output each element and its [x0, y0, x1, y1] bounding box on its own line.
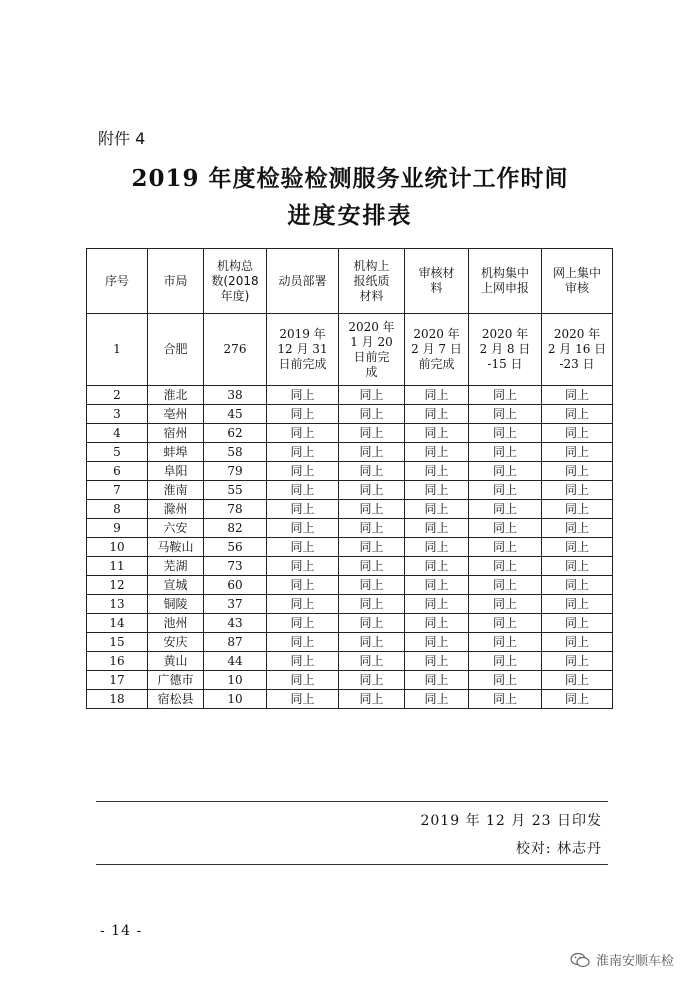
same-as-above-cell: 同上 — [267, 462, 339, 481]
same-as-above-cell: 同上 — [405, 386, 469, 405]
footer-divider-top — [96, 801, 608, 802]
same-as-above-cell: 同上 — [405, 652, 469, 671]
index-cell: 16 — [87, 652, 148, 671]
cell-line: 2 月 8 日 — [479, 342, 531, 356]
index-cell: 5 — [87, 443, 148, 462]
same-as-above-cell: 同上 — [339, 652, 405, 671]
same-as-above-cell: 同上 — [339, 405, 405, 424]
same-as-above-cell: 同上 — [339, 614, 405, 633]
table-row — [87, 462, 613, 481]
footer-divider-bottom — [96, 864, 608, 865]
city-cell: 黄山 — [148, 652, 204, 671]
count-cell: 73 — [204, 557, 267, 576]
city-cell: 宣城 — [148, 576, 204, 595]
same-as-above-cell: 同上 — [405, 690, 469, 709]
same-as-above-cell: 同上 — [405, 633, 469, 652]
table-row — [87, 690, 613, 709]
header-count — [204, 249, 267, 314]
same-as-above-cell: 同上 — [405, 462, 469, 481]
same-as-above-cell: 同上 — [542, 690, 613, 709]
table-row — [87, 671, 613, 690]
header-review-material — [405, 249, 469, 314]
same-as-above-cell: 同上 — [267, 595, 339, 614]
city-cell: 合肥 — [148, 314, 204, 386]
header-line: 审核 — [564, 281, 589, 295]
cell-line: 日前完成 — [278, 357, 327, 371]
same-as-above-cell: 同上 — [542, 500, 613, 519]
same-as-above-cell: 同上 — [339, 443, 405, 462]
same-as-above-cell: 同上 — [469, 500, 542, 519]
same-as-above-cell: 同上 — [469, 443, 542, 462]
same-as-above-cell: 同上 — [339, 500, 405, 519]
same-as-above-cell: 同上 — [405, 405, 469, 424]
city-cell: 马鞍山 — [148, 538, 204, 557]
same-as-above-cell: 同上 — [267, 386, 339, 405]
table-row — [87, 595, 613, 614]
same-as-above-cell: 同上 — [339, 671, 405, 690]
attachment-label: 附件 4 — [98, 129, 146, 148]
count-cell: 60 — [204, 576, 267, 595]
cell-line: -15 日 — [487, 357, 523, 371]
table-row — [87, 538, 613, 557]
city-cell: 六安 — [148, 519, 204, 538]
same-as-above-cell: 同上 — [339, 595, 405, 614]
count-cell: 56 — [204, 538, 267, 557]
header-online-declare — [469, 249, 542, 314]
header-line: 机构集中 — [480, 266, 529, 280]
index-cell: 1 — [87, 314, 148, 386]
same-as-above-cell: 同上 — [469, 576, 542, 595]
same-as-above-cell: 同上 — [339, 386, 405, 405]
count-cell: 87 — [204, 633, 267, 652]
header-line: 数(2018 — [211, 273, 259, 288]
submit-paper-cell — [339, 314, 405, 386]
count-cell: 43 — [204, 614, 267, 633]
city-cell: 滁州 — [148, 500, 204, 519]
table-row — [87, 443, 613, 462]
same-as-above-cell: 同上 — [542, 481, 613, 500]
table-row — [87, 405, 613, 424]
online-review-cell — [542, 314, 613, 386]
same-as-above-cell: 同上 — [405, 595, 469, 614]
same-as-above-cell: 同上 — [469, 690, 542, 709]
index-cell: 3 — [87, 405, 148, 424]
index-cell: 13 — [87, 595, 148, 614]
index-cell: 7 — [87, 481, 148, 500]
table-header-row — [87, 249, 613, 314]
same-as-above-cell: 同上 — [469, 481, 542, 500]
table-row — [87, 386, 613, 405]
city-cell: 铜陵 — [148, 595, 204, 614]
same-as-above-cell: 同上 — [469, 424, 542, 443]
same-as-above-cell: 同上 — [267, 519, 339, 538]
same-as-above-cell: 同上 — [469, 652, 542, 671]
same-as-above-cell: 同上 — [542, 652, 613, 671]
online-declare-cell — [469, 314, 542, 386]
same-as-above-cell: 同上 — [339, 576, 405, 595]
same-as-above-cell: 同上 — [542, 424, 613, 443]
same-as-above-cell: 同上 — [405, 671, 469, 690]
same-as-above-cell: 同上 — [267, 576, 339, 595]
same-as-above-cell: 同上 — [469, 633, 542, 652]
table-row — [87, 314, 613, 386]
cell-line: 1 月 20 — [350, 334, 393, 349]
proofreader: 校对: 林志丹 — [515, 841, 602, 857]
same-as-above-cell: 同上 — [339, 519, 405, 538]
same-as-above-cell: 同上 — [267, 633, 339, 652]
same-as-above-cell: 同上 — [267, 652, 339, 671]
table-row — [87, 557, 613, 576]
same-as-above-cell: 同上 — [469, 671, 542, 690]
table-row — [87, 519, 613, 538]
same-as-above-cell: 同上 — [469, 405, 542, 424]
same-as-above-cell: 同上 — [405, 519, 469, 538]
same-as-above-cell: 同上 — [267, 500, 339, 519]
same-as-above-cell: 同上 — [405, 443, 469, 462]
count-cell: 45 — [204, 405, 267, 424]
same-as-above-cell: 同上 — [339, 424, 405, 443]
index-cell: 14 — [87, 614, 148, 633]
wechat-icon — [570, 952, 590, 968]
same-as-above-cell: 同上 — [469, 519, 542, 538]
mobilize-cell — [267, 314, 339, 386]
same-as-above-cell: 同上 — [542, 386, 613, 405]
same-as-above-cell: 同上 — [542, 671, 613, 690]
cell-line: 2019 年 — [279, 327, 326, 341]
count-cell: 78 — [204, 500, 267, 519]
header-line: 料 — [430, 281, 443, 295]
count-cell: 37 — [204, 595, 267, 614]
same-as-above-cell: 同上 — [267, 690, 339, 709]
index-cell: 4 — [87, 424, 148, 443]
city-cell: 芜湖 — [148, 557, 204, 576]
cell-line: 2020 年 — [413, 327, 460, 341]
index-cell: 15 — [87, 633, 148, 652]
header-line: 审核材 — [418, 266, 455, 280]
same-as-above-cell: 同上 — [542, 633, 613, 652]
cell-line: 2020 年 — [348, 319, 395, 334]
index-cell: 9 — [87, 519, 148, 538]
watermark-text: 淮南安顺车检 — [595, 954, 674, 969]
same-as-above-cell: 同上 — [267, 614, 339, 633]
table-row — [87, 633, 613, 652]
same-as-above-cell: 同上 — [469, 538, 542, 557]
same-as-above-cell: 同上 — [339, 690, 405, 709]
count-cell: 82 — [204, 519, 267, 538]
header-line: 上网申报 — [480, 281, 529, 295]
header-line: 机构上 — [353, 258, 390, 273]
cell-line: 2 月 16 日 — [547, 342, 607, 356]
same-as-above-cell: 同上 — [542, 519, 613, 538]
same-as-above-cell: 同上 — [267, 671, 339, 690]
same-as-above-cell: 同上 — [469, 462, 542, 481]
city-cell: 池州 — [148, 614, 204, 633]
cell-line: 2020 年 — [553, 327, 601, 341]
cell-line: 2 月 7 日 — [411, 342, 462, 356]
city-cell: 淮北 — [148, 386, 204, 405]
same-as-above-cell: 同上 — [542, 557, 613, 576]
same-as-above-cell: 同上 — [469, 557, 542, 576]
same-as-above-cell: 同上 — [542, 462, 613, 481]
index-cell: 12 — [87, 576, 148, 595]
header-line: 序号 — [104, 273, 129, 288]
count-cell: 10 — [204, 690, 267, 709]
cell-line: -23 日 — [559, 357, 595, 371]
schedule-table — [86, 248, 613, 709]
print-date: 2019 年 12 月 23 日印发 — [420, 813, 602, 829]
index-cell: 6 — [87, 462, 148, 481]
count-cell: 79 — [204, 462, 267, 481]
header-city — [148, 249, 204, 314]
header-line: 机构总 — [216, 258, 253, 273]
same-as-above-cell: 同上 — [267, 443, 339, 462]
city-cell: 蚌埠 — [148, 443, 204, 462]
cell-line: 成 — [365, 364, 378, 379]
same-as-above-cell: 同上 — [405, 500, 469, 519]
city-cell: 阜阳 — [148, 462, 204, 481]
header-line: 网上集中 — [552, 266, 601, 280]
same-as-above-cell: 同上 — [469, 386, 542, 405]
same-as-above-cell: 同上 — [267, 405, 339, 424]
city-cell: 宿州 — [148, 424, 204, 443]
same-as-above-cell: 同上 — [339, 538, 405, 557]
same-as-above-cell: 同上 — [542, 538, 613, 557]
same-as-above-cell: 同上 — [339, 462, 405, 481]
same-as-above-cell: 同上 — [542, 576, 613, 595]
table-row — [87, 424, 613, 443]
same-as-above-cell: 同上 — [405, 538, 469, 557]
same-as-above-cell: 同上 — [405, 424, 469, 443]
city-cell: 安庆 — [148, 633, 204, 652]
table-row — [87, 500, 613, 519]
same-as-above-cell: 同上 — [469, 614, 542, 633]
count-cell: 58 — [204, 443, 267, 462]
same-as-above-cell: 同上 — [339, 481, 405, 500]
same-as-above-cell: 同上 — [267, 538, 339, 557]
same-as-above-cell: 同上 — [469, 595, 542, 614]
count-cell: 55 — [204, 481, 267, 500]
header-online-review — [542, 249, 613, 314]
count-cell: 276 — [204, 314, 267, 386]
index-cell: 18 — [87, 690, 148, 709]
page-number: - 14 - — [100, 923, 143, 939]
table-row — [87, 614, 613, 633]
header-line: 动员部署 — [278, 273, 327, 288]
same-as-above-cell: 同上 — [542, 443, 613, 462]
index-cell: 8 — [87, 500, 148, 519]
city-cell: 广德市 — [148, 671, 204, 690]
city-cell: 淮南 — [148, 481, 204, 500]
page-title-line2: 进度安排表 — [287, 202, 413, 229]
header-line: 报纸质 — [353, 273, 390, 288]
header-line: 年度) — [220, 288, 250, 303]
index-cell: 2 — [87, 386, 148, 405]
same-as-above-cell: 同上 — [542, 405, 613, 424]
count-cell: 44 — [204, 652, 267, 671]
page-title-line1: 2019 年度检验检测服务业统计工作时间 — [131, 165, 569, 192]
review-material-cell — [405, 314, 469, 386]
count-cell: 38 — [204, 386, 267, 405]
table-row — [87, 576, 613, 595]
cell-line: 2020 年 — [481, 327, 529, 341]
header-index — [87, 249, 148, 314]
same-as-above-cell: 同上 — [405, 614, 469, 633]
index-cell: 11 — [87, 557, 148, 576]
same-as-above-cell: 同上 — [405, 481, 469, 500]
same-as-above-cell: 同上 — [267, 424, 339, 443]
index-cell: 10 — [87, 538, 148, 557]
table-row — [87, 481, 613, 500]
city-cell: 亳州 — [148, 405, 204, 424]
same-as-above-cell: 同上 — [405, 576, 469, 595]
same-as-above-cell: 同上 — [542, 595, 613, 614]
header-line: 材料 — [359, 288, 384, 303]
same-as-above-cell: 同上 — [267, 557, 339, 576]
cell-line: 日前完 — [353, 349, 390, 364]
same-as-above-cell: 同上 — [405, 557, 469, 576]
count-cell: 62 — [204, 424, 267, 443]
city-cell: 宿松县 — [148, 690, 204, 709]
cell-line: 12 月 31 — [277, 342, 328, 356]
same-as-above-cell: 同上 — [542, 614, 613, 633]
watermark — [570, 950, 674, 969]
index-cell: 17 — [87, 671, 148, 690]
same-as-above-cell: 同上 — [339, 633, 405, 652]
same-as-above-cell: 同上 — [339, 557, 405, 576]
header-mobilize — [267, 249, 339, 314]
count-cell: 10 — [204, 671, 267, 690]
table-row — [87, 652, 613, 671]
cell-line: 前完成 — [418, 357, 455, 371]
header-line: 市局 — [163, 273, 188, 288]
header-submit-paper — [339, 249, 405, 314]
same-as-above-cell: 同上 — [267, 481, 339, 500]
